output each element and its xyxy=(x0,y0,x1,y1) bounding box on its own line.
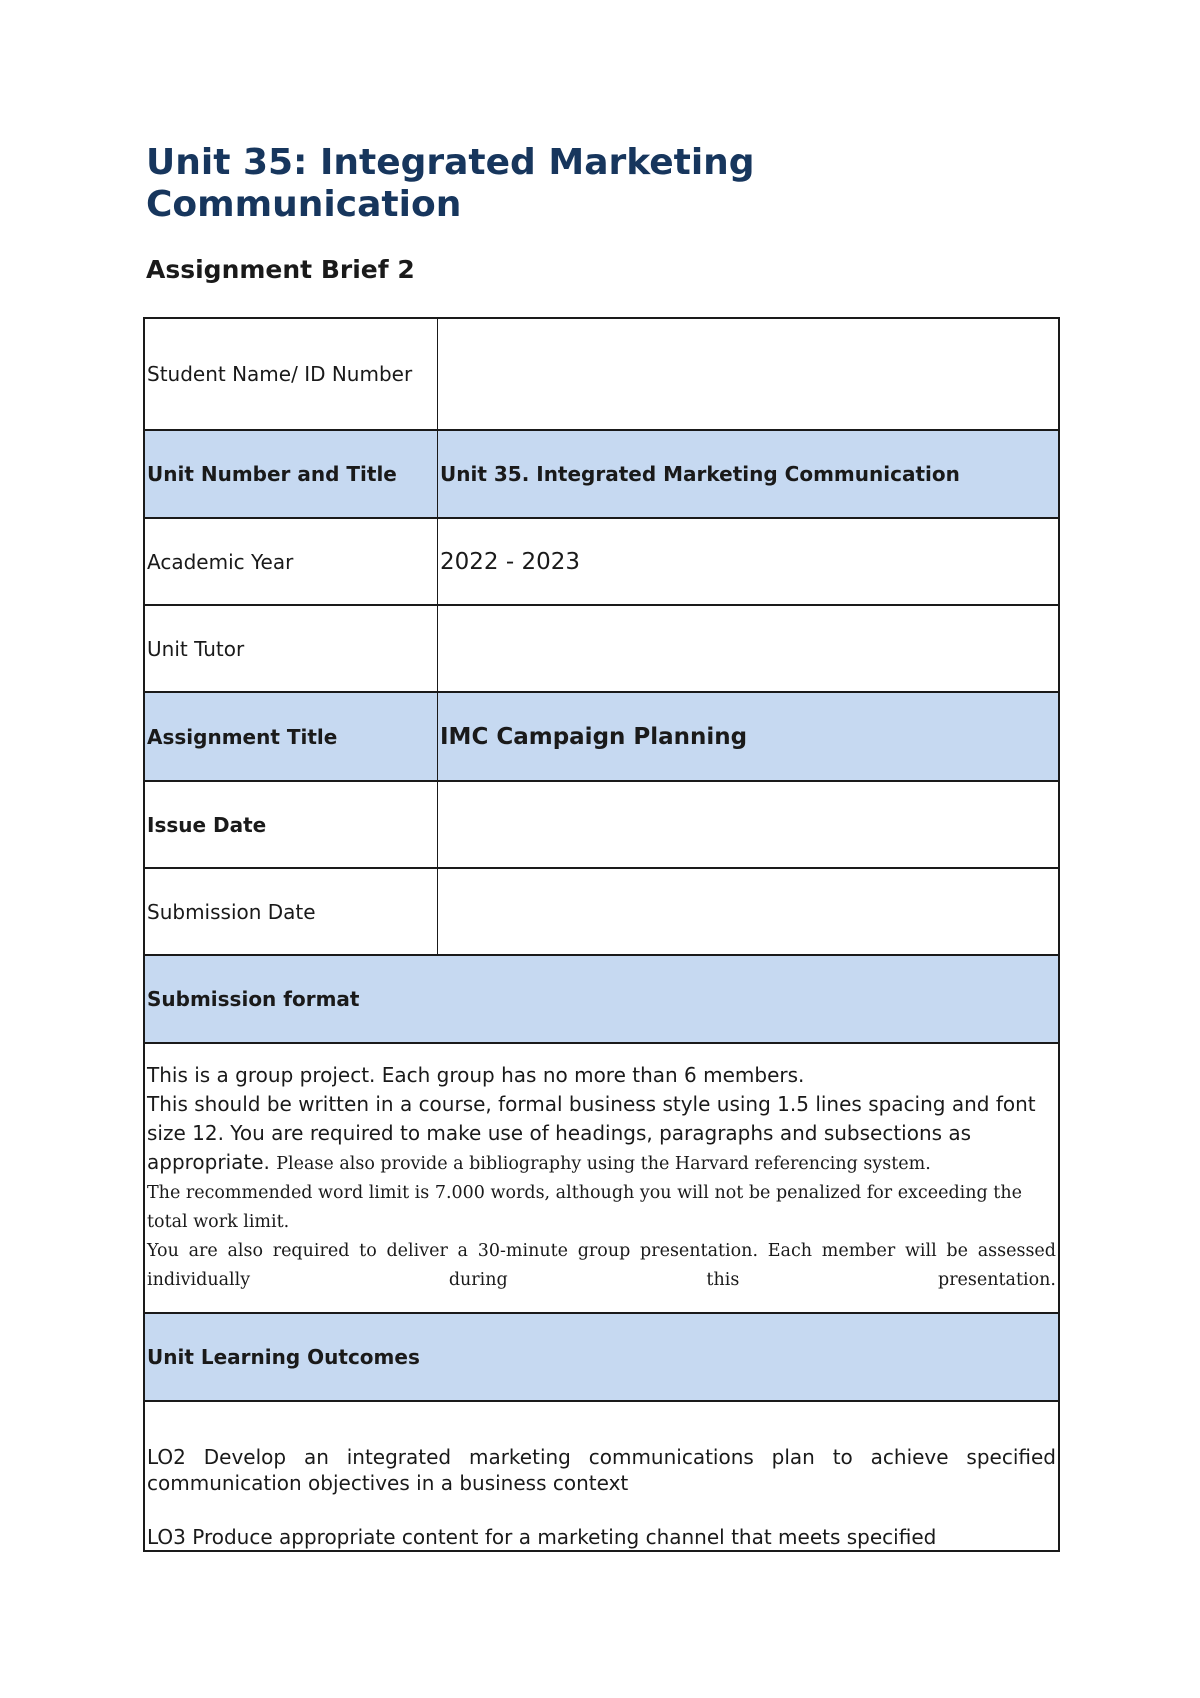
row-tutor xyxy=(144,605,1059,692)
format-paragraph-4: You are also required to deliver a 30-minute group presentation. Each member will be assessed individually during this presentation. xyxy=(147,1241,1056,1290)
student-label: Student Name/ ID Number xyxy=(144,318,438,430)
row-submission-date xyxy=(144,868,1059,955)
unit-label: Unit Number and Title xyxy=(144,430,438,518)
row-unit xyxy=(144,430,1059,518)
tutor-value xyxy=(438,605,1060,692)
year-label: Academic Year xyxy=(144,518,438,605)
issue-date-label: Issue Date xyxy=(144,781,438,868)
page-subtitle: Assignment Brief 2 xyxy=(146,255,415,284)
issue-date-value xyxy=(438,781,1060,868)
row-submission-format-text xyxy=(144,1043,1059,1313)
format-paragraph-3: The recommended word limit is 7.000 words, although you will not be penalized for exceeding the total work limit. xyxy=(147,1183,1022,1232)
student-value xyxy=(438,318,1060,430)
learning-outcomes-heading: Unit Learning Outcomes xyxy=(144,1313,1059,1401)
learning-outcome-lo2: LO2 Develop an integrated marketing communications plan to achieve specified communication objectives in a business context xyxy=(147,1445,1056,1495)
assignment-title-label: Assignment Title xyxy=(144,692,438,781)
row-learning-outcomes xyxy=(144,1401,1059,1551)
page-title: Unit 35: Integrated Marketing Communication xyxy=(146,142,755,225)
row-student xyxy=(144,318,1059,430)
submission-date-value xyxy=(438,868,1060,955)
year-value: 2022 - 2023 xyxy=(438,518,1060,605)
submission-format-text xyxy=(144,1043,1059,1313)
submission-date-label: Submission Date xyxy=(144,868,438,955)
row-submission-format-heading xyxy=(144,955,1059,1043)
assignment-brief-table xyxy=(143,317,1060,1552)
format-paragraph-1: This is a group project. Each group has no more than 6 members. xyxy=(147,1063,805,1087)
row-year xyxy=(144,518,1059,605)
assignment-title-value: IMC Campaign Planning xyxy=(438,692,1060,781)
learning-outcome-lo3: LO3 Produce appropriate content for a marketing channel that meets specified xyxy=(147,1525,937,1549)
submission-format-heading: Submission format xyxy=(144,955,1059,1043)
format-paragraph-2: This should be written in a course, formal business style using 1.5 lines spacing and font size 12. You are required to make use of headings, paragraphs and subsections as appropriate. Please also provide a bibliography using the Harvard referencing system. xyxy=(147,1092,1036,1174)
row-learning-outcomes-heading xyxy=(144,1313,1059,1401)
unit-value: Unit 35. Integrated Marketing Communication xyxy=(438,430,1060,518)
row-issue-date xyxy=(144,781,1059,868)
learning-outcomes-list xyxy=(144,1401,1059,1551)
tutor-label: Unit Tutor xyxy=(144,605,438,692)
row-assignment-title xyxy=(144,692,1059,781)
